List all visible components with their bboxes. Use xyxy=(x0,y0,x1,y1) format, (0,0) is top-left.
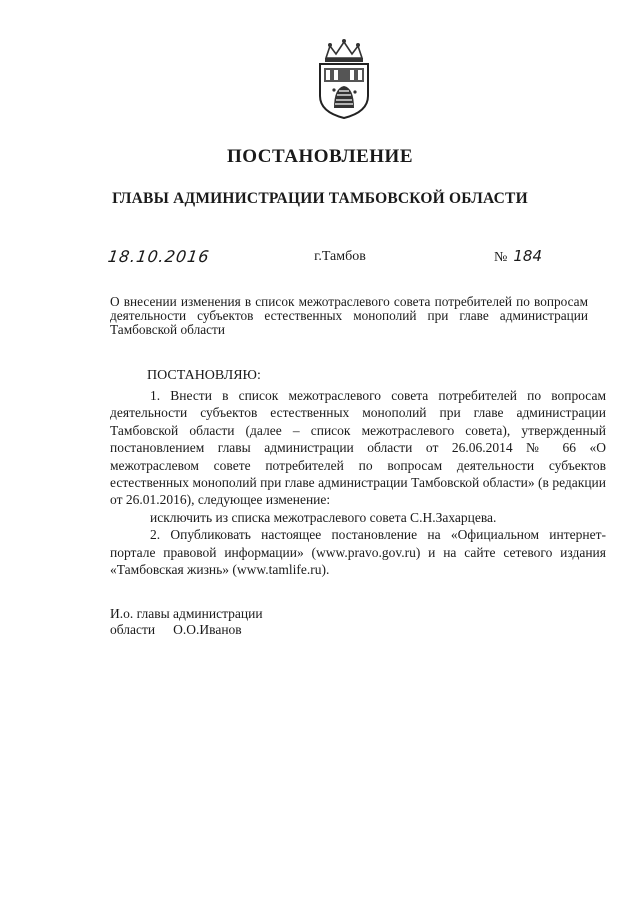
paragraph-2: 2. Опубликовать настоящее постановление на «Официальном интернет-портале правовой информации» (www.pravo.gov.ru) и на сайте сетевого издания «Тамбовская жизнь» (www.tamlife.ru). xyxy=(110,527,606,578)
resolve-heading: ПОСТАНОВЛЯЮ: xyxy=(147,368,261,383)
signatory-name: О.О.Иванов xyxy=(173,622,242,637)
number-label: № xyxy=(494,250,508,265)
tambov-coat-of-arms-icon xyxy=(312,38,376,120)
signature-position-line1: И.о. главы администрации xyxy=(110,606,263,621)
paragraph-1-item: исключить из списка межотраслевого совета С.Н.Захарцева. xyxy=(150,509,497,525)
document-body xyxy=(110,387,606,578)
paragraph-1: 1. Внести в список межотраслевого совета потребителей по вопросам деятельности субъектов естественных монополий при главе администрации Тамбовской области (далее – список межотраслевого совета), утвержденный постановлением главы администрации области от 26.06.2014 № 66 «О межотраслевом совете потребителей по вопросам деятельности субъектов естественных монополий при главе администрации Тамбовской области» (в редакции от 26.01.2016), следующее изменение: xyxy=(110,388,606,508)
document-subject: О внесении изменения в список межотраслевого совета потребителей по вопросам деятельности субъектов естественных монополий при главе администрации Тамбовской области xyxy=(110,294,588,337)
handwritten-number: 184 xyxy=(513,247,542,265)
signature-block xyxy=(110,622,242,638)
handwritten-date: 18.10.2016 xyxy=(106,247,211,266)
document-title: ПОСТАНОВЛЕНИЕ xyxy=(226,146,414,167)
city: г.Тамбов xyxy=(314,249,366,264)
signature-position-line2: области xyxy=(110,622,156,637)
document-subtitle: ГЛАВЫ АДМИНИСТРАЦИИ ТАМБОВСКОЙ ОБЛАСТИ xyxy=(112,190,528,207)
document-number xyxy=(494,247,542,266)
